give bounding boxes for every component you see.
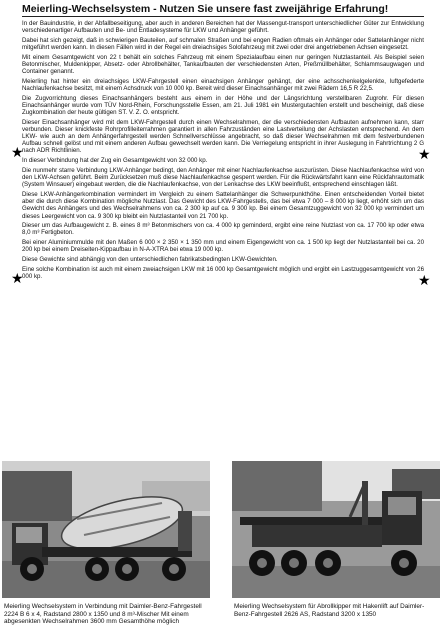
photo-concrete-mixer-truck — [2, 461, 210, 598]
page-title: Meierling-Wechselsystem - Nutzen Sie unsere fast zweijährige Erfahrung! — [22, 3, 424, 17]
paragraph: Diese Gewichte sind abhängig von den unterschiedlichen fabrikatsbedingten LKW-Gewichten. — [22, 256, 278, 264]
paragraph: Dabei hat sich gezeigt, daß in schwierigen Bauteilen, auf schmalen Straßen und bei engen Radien oftmals ein Anhänger oder Sattelanhänger nicht mitgeführt werden kann. In diesen Fällen wird in der Regel ein dreiachsiges Solofahrzeug mit zwei oder drei angetriebenen Achsen eingesetzt. — [22, 36, 424, 52]
star-icon: ★ — [11, 145, 24, 161]
paragraph: Dieser um das Aufbaugewicht z. B. eines 8 m³ Betonmischers von ca. 4 000 kp geminderd, ergibt eine reine Nutzlast von ca. 17 700 kp oder etwa 8,0 m³ Fertigbeton. — [22, 222, 424, 237]
photo-hooklift-truck — [232, 461, 440, 598]
article-body — [22, 20, 424, 280]
star-icon: ★ — [418, 147, 431, 163]
star-icon: ★ — [418, 273, 431, 289]
photo-caption-left: Meierling Wechselsystem in Verbindung mit Daimler-Benz-Fahrgestell 2224 B 6 x 4, Radstand 2800 x 1350 und 8 m³-Mischer Mit einem abgesenkten Wechselrahmen 3600 mm Gesamthöhe möglich — [4, 603, 202, 625]
truck-hooklift-illustration — [232, 461, 440, 598]
paragraph: Meierling hat hinter ein dreiachsiges LKW-Fahrgestell einen einachsigen Anhänger gehängt, der eine achsschenkelgelenkte, luftgefederte Nachlaufenkachse besitzt, mit einem Achsdruck von 10 000 kp. Bereit wird dieser Einachsanhänger mit zwei Rädern 16,5 R 22,5. — [22, 77, 424, 93]
paragraph: Die Zugvorrichtung dieses Einachsanhängers besteht aus einem in der Höhe und der Längsrichtung verstellbaren Zugrohr. Für diesen Einachsanhänger wurde vom TÜV Nord-Rhein, Forschungsstelle Essen, am 21. Juli 1981 ein Mustergutachten erstellt und bescheinigt, daß diese Zugkombination der heute gültigen ST. V. Z. O. entspricht. — [22, 94, 424, 117]
paragraph: Mit einem Gesamtgewicht von 22 t behält ein solches Fahrzeug mit einem Spezialaufbau einen nur geringen Nutzlastanteil. Als Beispiel seien Betonmischer, Muldenkipper, Absetz- oder Abrollbehälter, Tankaufbauten der verschiedensten Arten, Preßmüllbehälter, Schlammsaugwagen und Container genannt. — [22, 53, 424, 76]
paragraph: In der Bauindustrie, in der Abfallbeseitigung, aber auch in anderen Bereichen hat der Massengut-transport unterschiedlicher Güter zur Entwicklung verschiedenartiger Aufbauten und Be- und Entladesysteme für LKW und Anhänger geführt. — [22, 20, 424, 35]
truck-mixer-illustration — [2, 461, 210, 598]
photo-section — [0, 461, 442, 640]
paragraph: Die nunmehr starre Verbindung LKW-Anhänger bedingt, den Anhänger mit einer Nachlaufenkachse auszurüsten. Diese Nachlaufenkachse wird von den LKW-Achsen geführt. Beim Zurücksetzen muß diese Nachlaufenkachse gesperrt werden. Für die Rückwärtsfahrt kann eine Rückfahrautomatik (System Winsauer) eingebaut werden, die die Nachlaufenkachse, von der Lenkachse des LKW beeinflußt, entsprechend einschlagen läßt. — [22, 166, 424, 189]
photo-caption-right: Meierling Wechselsystem für Abrollkipper mit Hakenlift auf Daimler-Benz-Fahrgestell 2626 AS, Radstand 3200 x 1350 — [234, 603, 425, 618]
paragraph: Diese LKW-Anhängerkombination vermindert im Vergleich zu einem Sattelanhänger die Schwerpunkthöhe. Einen entscheidenden Vorteil bietet aber die durch diese Kombination mögliche Nutzlast. Das Gewicht des LKW-Fahrgestells, das bei etwa 7 000 – 8 000 kp liegt, erhöht sich um das Gewicht des Anhängers und des Wechselrahmens von ca. 2 300 kp auf ca. 9 300 kp. Bei einem Gesamtzuggewicht von 32 000 kp vermindert um dieses Leergewicht von ca. 9 300 kp bleibt ein Nutzlastanteil von 21 700 kp. — [22, 191, 424, 220]
paragraph: Bei einer Aluminiummulde mit den Maßen 6 000 × 2 350 × 1 350 mm und einem Eigengewicht von ca. 1 500 kp liegt der Nutzlastanteil bei ca. 20 200 kp bei einem Dreiseiten-Kippaufbau in N-A-XTRA bei etwa 19 000 kp. — [22, 239, 424, 254]
star-icon: ★ — [11, 271, 24, 287]
paragraph: Eine solche Kombination ist auch mit einem zweiachsigen LKW mit 16 000 kp Gesamtgewicht möglich und ergibt ein Lastzuggesamtgewicht von 26 000 kp. — [22, 265, 424, 280]
paragraph: In dieser Verbindung hat der Zug ein Gesamtgewicht von 32 000 kp. — [22, 157, 208, 165]
paragraph: Dieser Einachsanhänger wird mit dem LKW-Fahrgestell durch einen Wechselrahmen, der die verschiedensten Aufbauten aufnehmen kann, starr verbunden. Dieser knickfeste Rohrprofilleiterrahmen garantiert in allen Fahrzuständen eine Lastverteilung der Achslasten entsprechend. An dem LKW- wie auch an dem Anhängerfahrgestell werden Schnellverschlüsse angebracht, so daß dieser Wechselrahmen mit dem festverbundenen Aufbau schnell gelöst und mit einem anderen Aufbau gewechselt werden kann. Die Verriegelung entspricht in ihrer Auslegung in Fahrtrichtung 2 G nach ADR Richtlinien. — [22, 118, 424, 155]
